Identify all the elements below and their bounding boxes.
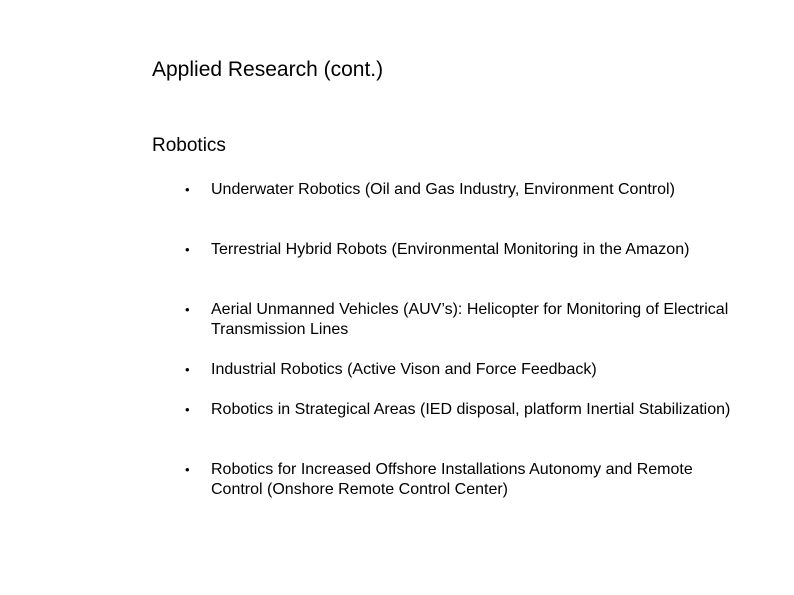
bullet-list (185, 180, 745, 520)
bullet-item (185, 180, 745, 220)
bullet-text: Underwater Robotics (Oil and Gas Industry, Environment Control) (211, 181, 675, 198)
bullet-item (185, 360, 745, 380)
slide-title: Applied Research (cont.) (152, 58, 384, 81)
bullet-dot-icon: • (185, 362, 190, 377)
bullet-text: Aerial Unmanned Vehicles (AUV’s): Helicopter for Monitoring of Electrical Transmission Lines (211, 301, 729, 338)
bullet-dot-icon: • (185, 242, 190, 257)
bullet-dot-icon: • (185, 302, 190, 317)
bullet-dot-icon: • (185, 182, 190, 197)
bullet-text: Terrestrial Hybrid Robots (Environmental Monitoring in the Amazon) (211, 241, 690, 258)
bullet-dot-icon: • (185, 402, 190, 417)
bullet-item (185, 300, 745, 340)
bullet-text: Robotics in Strategical Areas (IED disposal, platform Inertial Stabilization) (211, 401, 731, 418)
slide-subtitle: Robotics (152, 135, 226, 156)
bullet-dot-icon: • (185, 462, 190, 477)
bullet-text: Industrial Robotics (Active Vison and Force Feedback) (211, 361, 597, 378)
bullet-text: Robotics for Increased Offshore Installations Autonomy and Remote Control (Onshore Remote Control Center) (211, 461, 693, 498)
bullet-item (185, 240, 745, 280)
bullet-item (185, 460, 745, 500)
bullet-item (185, 400, 745, 440)
